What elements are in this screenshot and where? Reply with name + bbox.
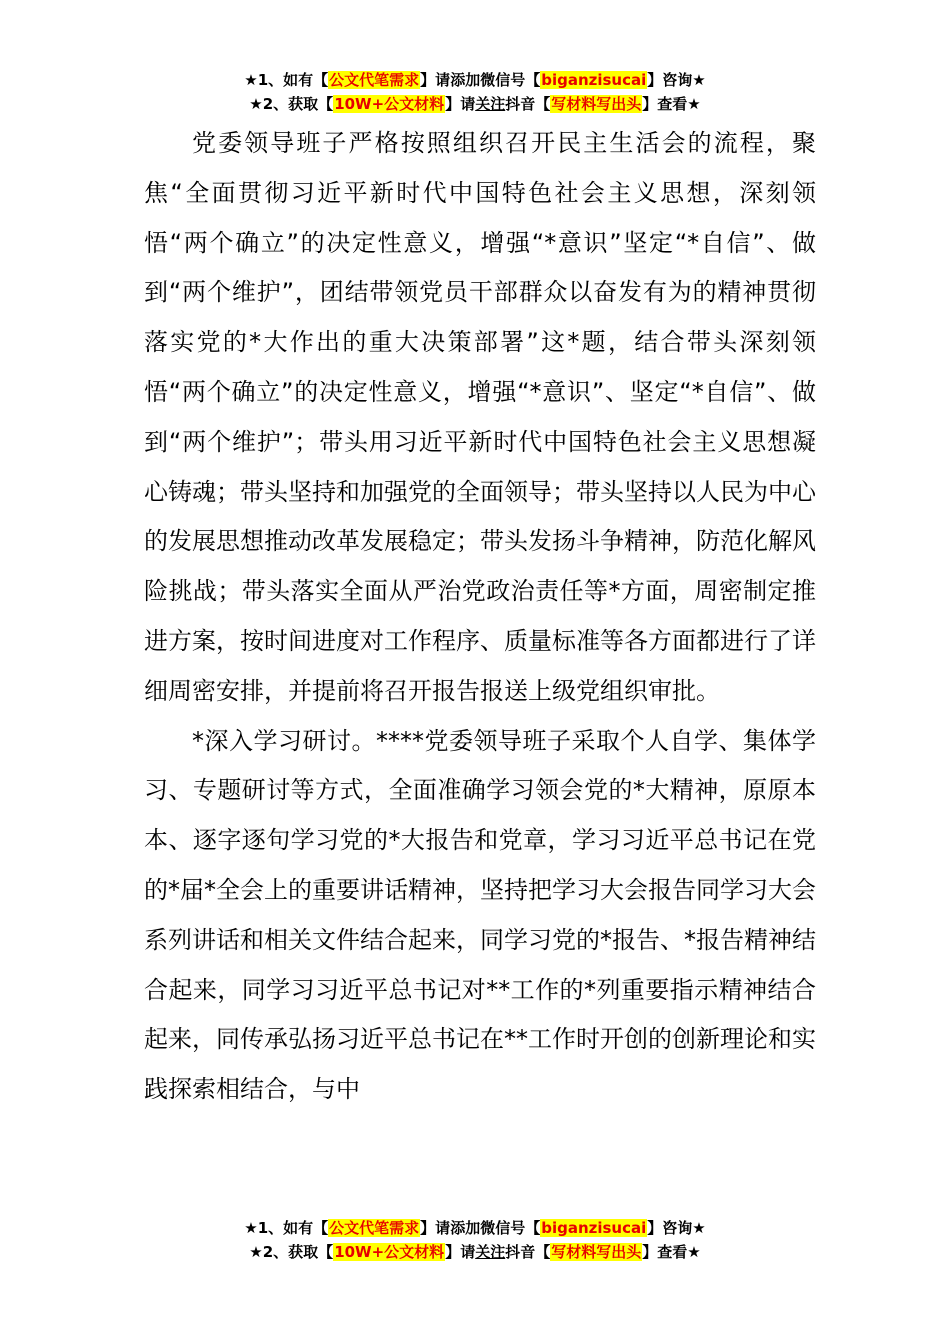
body-paragraph-1: 党委领导班子严格按照组织召开民主生活会的流程，聚焦“全面贯彻习近平新时代中国特色社会主义思想，深刻领悟“两个确立”的决定性意义，增强“*意识”坚定“*自信”、做到“两个维护”，团结带领党员干部群众以奋发有为的精神贯彻落实党的*大作出的重大决策部署”这*题，结合带头深刻领悟“两个确立”的决定性意义，增强“*意识”、坚定“*自信”、做到“两个维护”；带头用习近平新时代中国特色社会主义思想凝心铸魂；带头坚持和加强党的全面领导；带头坚持以人民为中心的发展思想推动改革发展稳定；带头发扬斗争精神，防范化解风险挑战；带头落实全面从严治党政治责任等*方面，周密制定推进方案，按时间进度对工作程序、质量标准等各方面都进行了详细周密安排，并提前将召开报告报送上级党组织审批。: [144, 129, 816, 705]
promo-text: 微信号【: [480, 1219, 541, 1237]
promo-text: ★2、获取【: [249, 1243, 334, 1261]
promo-text: 】咨询★: [647, 71, 706, 89]
promo-text: 】请: [445, 1243, 476, 1261]
promo-text: ★1、如有【: [244, 71, 329, 89]
footer-promo-line-2: [0, 1240, 950, 1264]
promo-emphasis: 关注: [475, 95, 506, 113]
footer-promo-banner: [0, 1216, 950, 1264]
promo-text: 】咨询★: [647, 1219, 706, 1237]
promo-wechat-id: biganzisucai: [541, 1219, 647, 1237]
body-paragraph-2: *深入学习研讨。****党委领导班子采取个人自学、集体学习、专题研讨等方式，全面准确学习领会党的*大精神，原原本本、逐字逐句学习党的*大报告和党章，学习习近平总书记在党的*届*全会上的重要讲话精神，坚持把学习大会报告同学习大会系列讲话和相关文件结合起来，同学习党的*报告、*报告精神结合起来，同学习习近平总书记对**工作的*列重要指示精神结合起来，同传承弘扬习近平总书记在**工作时开创的创新理论和实践探索相结合，与中: [144, 726, 816, 1104]
promo-highlight: 公文代笔需求: [329, 71, 420, 89]
promo-emphasis: 关注: [475, 1243, 506, 1261]
promo-douyin-account: 写材料写出头: [551, 1243, 642, 1261]
promo-text: 抖音【: [505, 95, 551, 113]
header-promo-banner: [0, 68, 950, 116]
promo-text: 】请: [420, 1219, 451, 1237]
promo-highlight: 10W+公文材料: [334, 95, 445, 113]
promo-text: 】请: [445, 95, 476, 113]
footer-promo-line-1: [0, 1216, 950, 1240]
header-promo-line-1: [0, 68, 950, 92]
promo-text: 】请: [420, 71, 451, 89]
promo-douyin-account: 写材料写出头: [551, 95, 642, 113]
header-promo-line-2: [0, 92, 950, 116]
promo-text: 微信号【: [480, 71, 541, 89]
document-body: [144, 119, 816, 1115]
promo-emphasis: 添加: [450, 1219, 481, 1237]
promo-text: 抖音【: [505, 1243, 551, 1261]
promo-text: ★1、如有【: [244, 1219, 329, 1237]
promo-text: 】查看★: [642, 95, 701, 113]
promo-wechat-id: biganzisucai: [541, 71, 647, 89]
promo-text: ★2、获取【: [249, 95, 334, 113]
promo-highlight: 公文代笔需求: [329, 1219, 420, 1237]
promo-text: 】查看★: [642, 1243, 701, 1261]
promo-highlight: 10W+公文材料: [334, 1243, 445, 1261]
promo-emphasis: 添加: [450, 71, 481, 89]
